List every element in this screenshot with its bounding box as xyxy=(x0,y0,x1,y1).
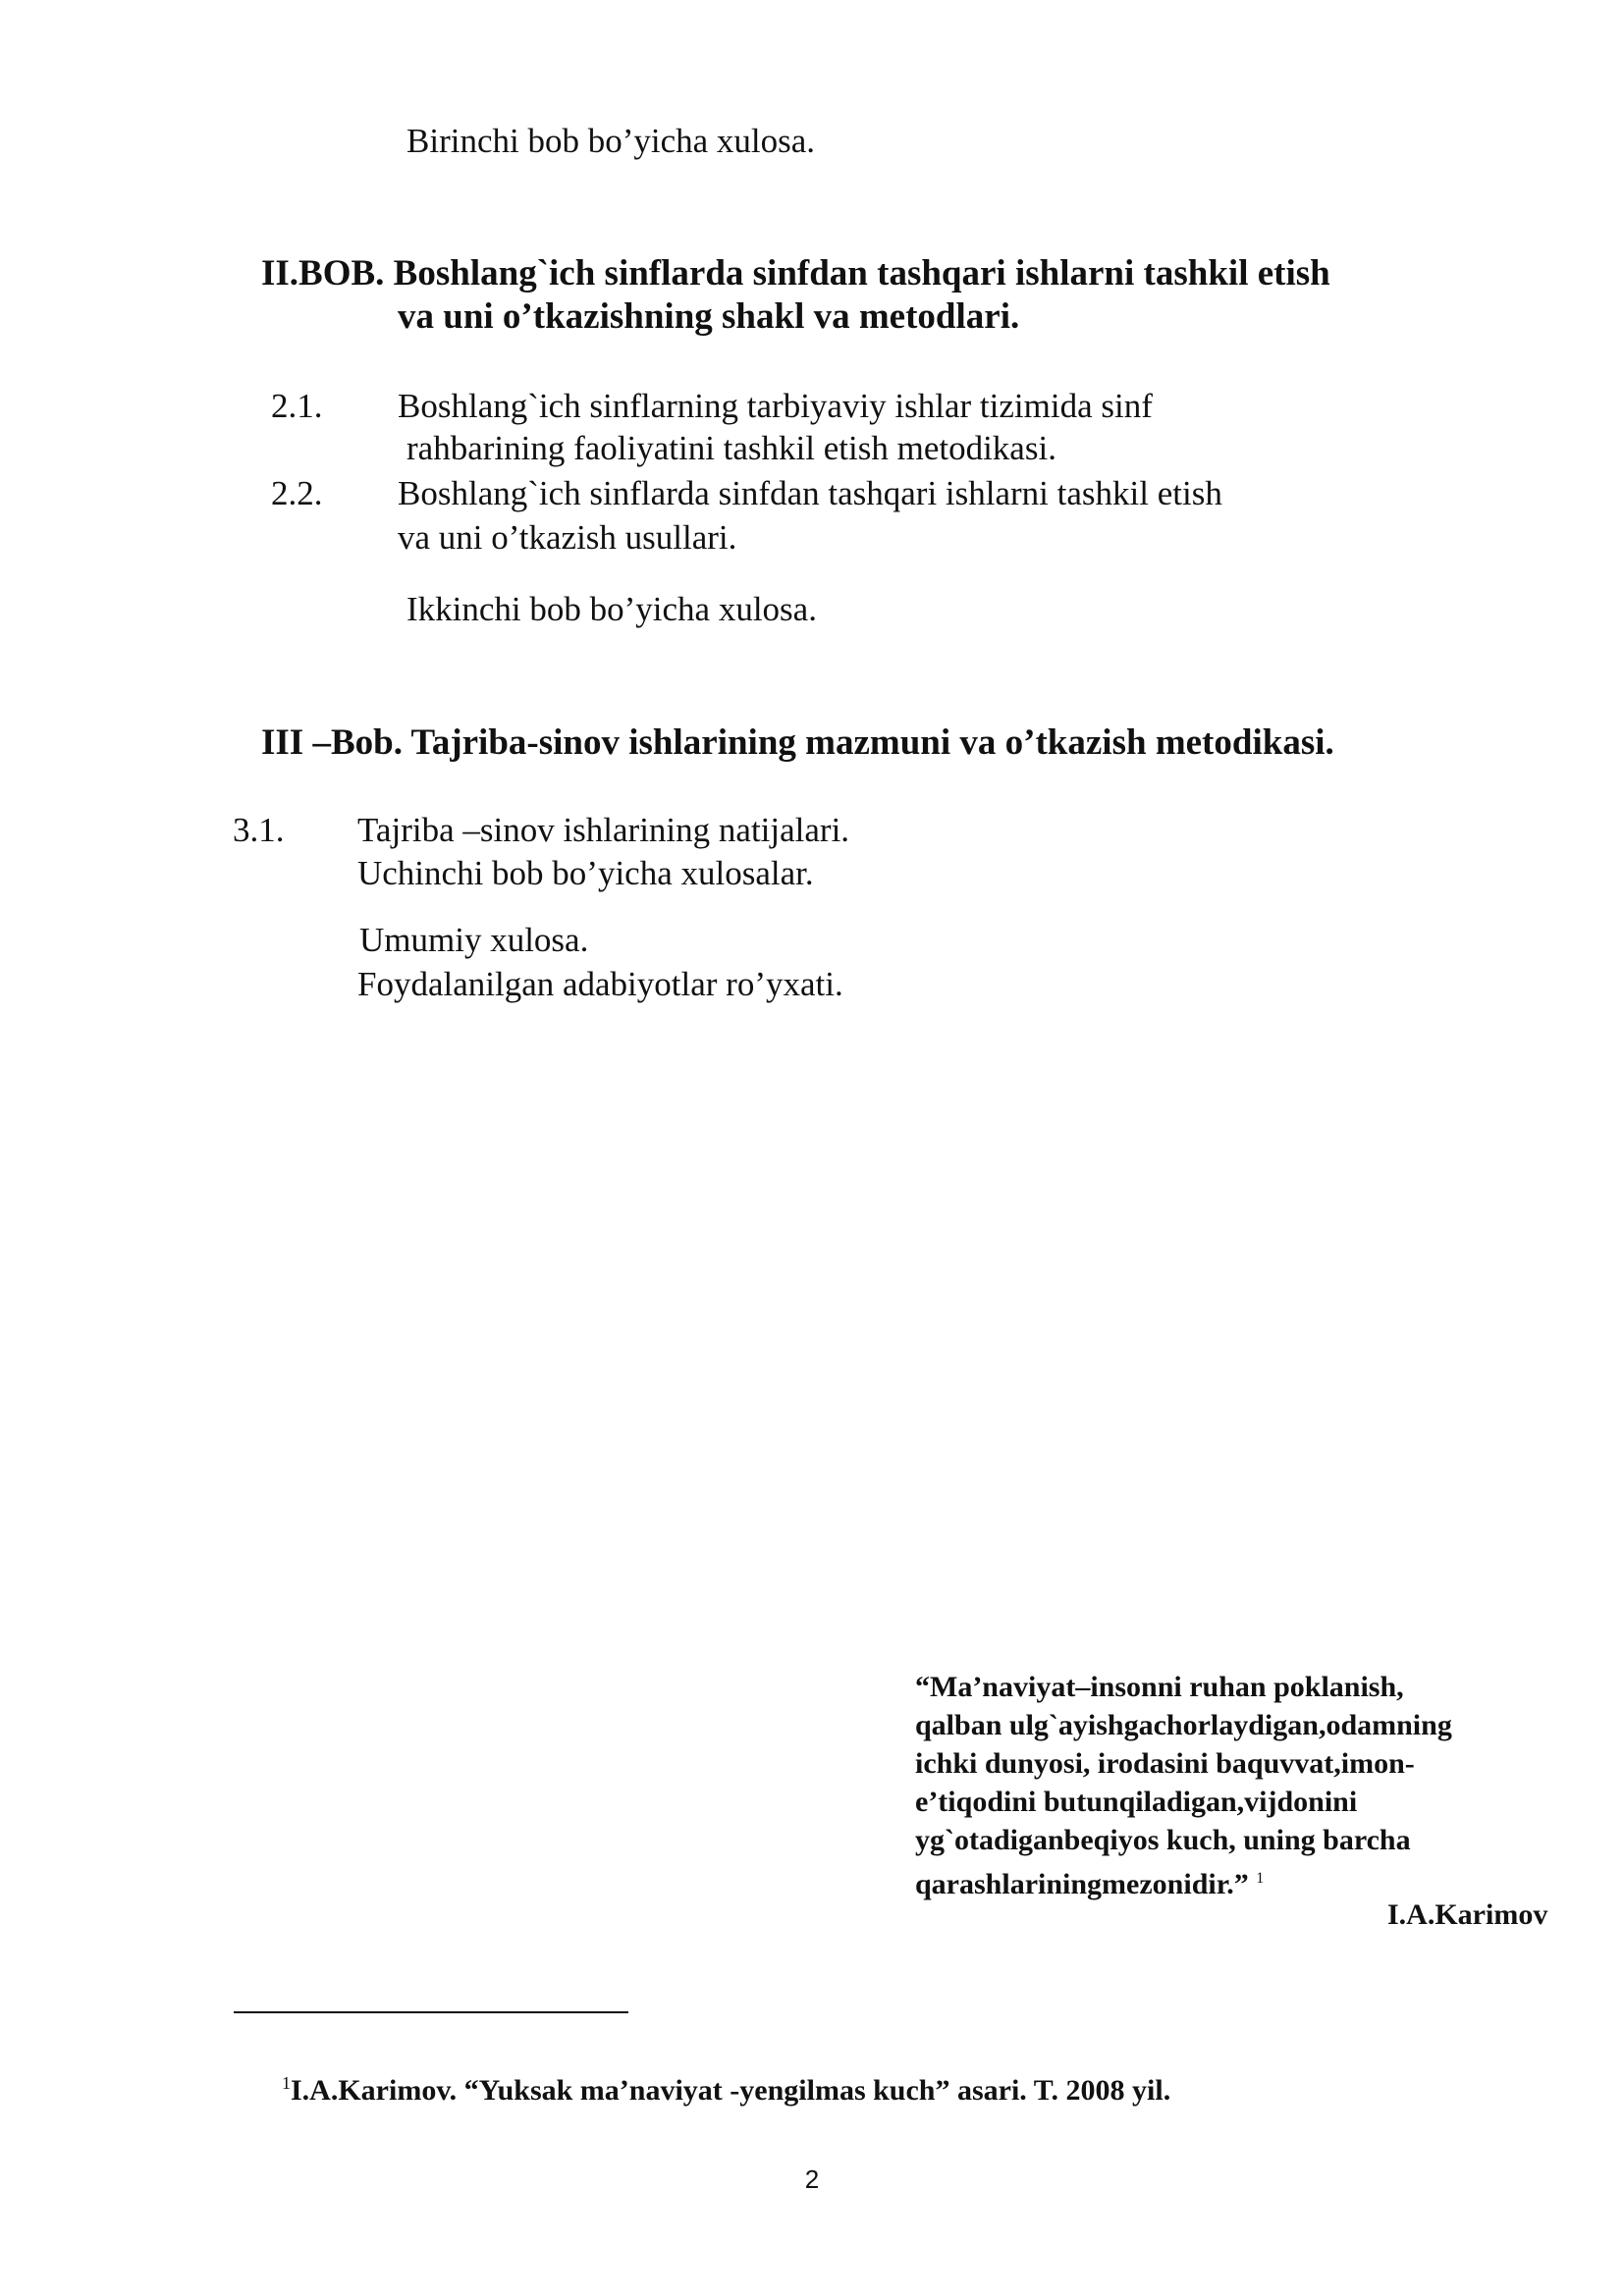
toc-item-2-1-line1: Boshlang`ich sinflarning tarbiyaviy ishlar tizimida sinf xyxy=(398,387,1153,425)
toc-item-2-1-line2: rahbarining faoliyatini tashkil etish metodikasi. xyxy=(406,429,1056,467)
epigraph-line: qalban ulg`ayishgachorlaydigan,odamning xyxy=(915,1709,1452,1741)
footnote-text: I.A.Karimov. “Yuksak ma’naviyat -yengilmas kuch” asari. T. 2008 yil. xyxy=(291,2074,1171,2107)
chapter2-title-line1: II.BOB. Boshlang`ich sinflarda sinfdan tashqari ishlarni tashkil etish xyxy=(261,253,1330,294)
chapter3-summary: Uchinchi bob bo’yicha xulosalar. xyxy=(357,854,814,892)
references-list: Foydalanilgan adabiyotlar ro’yxati. xyxy=(357,965,843,1003)
footnote xyxy=(282,2073,1170,2108)
epigraph-line: “Ma’naviyat–insonni ruhan poklanish, xyxy=(915,1671,1404,1703)
epigraph-last-line xyxy=(915,1859,1452,1903)
toc-item-2-1-number: 2.1. xyxy=(271,387,323,425)
epigraph-author: I.A.Karimov xyxy=(1387,1898,1548,1931)
footnote-separator xyxy=(234,2011,628,2013)
chapter2-title-line2: va uni o’tkazishning shakl va metodlari. xyxy=(398,296,1020,337)
epigraph-quote xyxy=(915,1668,1452,1903)
epigraph-line: ichki dunyosi, irodasini baquvvat,imon- xyxy=(915,1747,1415,1780)
epigraph-line: qarashlariningmezonidir.” xyxy=(915,1868,1249,1900)
toc-item-3-1-line1: Tajriba –sinov ishlarining natijalari. xyxy=(357,811,850,849)
epigraph-line: yg`otadiganbeqiyos kuch, uning barcha xyxy=(915,1824,1411,1856)
toc-item-2-2-line1: Boshlang`ich sinflarda sinfdan tashqari ishlarni tashkil etish xyxy=(398,474,1222,512)
chapter1-summary: Birinchi bob bo’yicha xulosa. xyxy=(406,122,816,160)
footnote-reference-mark: 1 xyxy=(1256,1870,1265,1887)
epigraph-line: e’tiqodini butunqiladigan,vijdonini xyxy=(915,1786,1358,1818)
toc-item-2-2-number: 2.2. xyxy=(271,474,323,512)
chapter3-title: III –Bob. Tajriba-sinov ishlarining mazmuni va o’tkazish metodikasi. xyxy=(261,722,1334,763)
toc-item-3-1-number: 3.1. xyxy=(233,811,285,849)
page-number: 2 xyxy=(804,2164,820,2194)
chapter2-summary: Ikkinchi bob bo’yicha xulosa. xyxy=(406,590,817,628)
footnote-mark: 1 xyxy=(282,2073,291,2093)
toc-item-2-2-line2: va uni o’tkazish usullari. xyxy=(398,518,737,557)
general-conclusion: Umumiy xulosa. xyxy=(359,921,589,959)
